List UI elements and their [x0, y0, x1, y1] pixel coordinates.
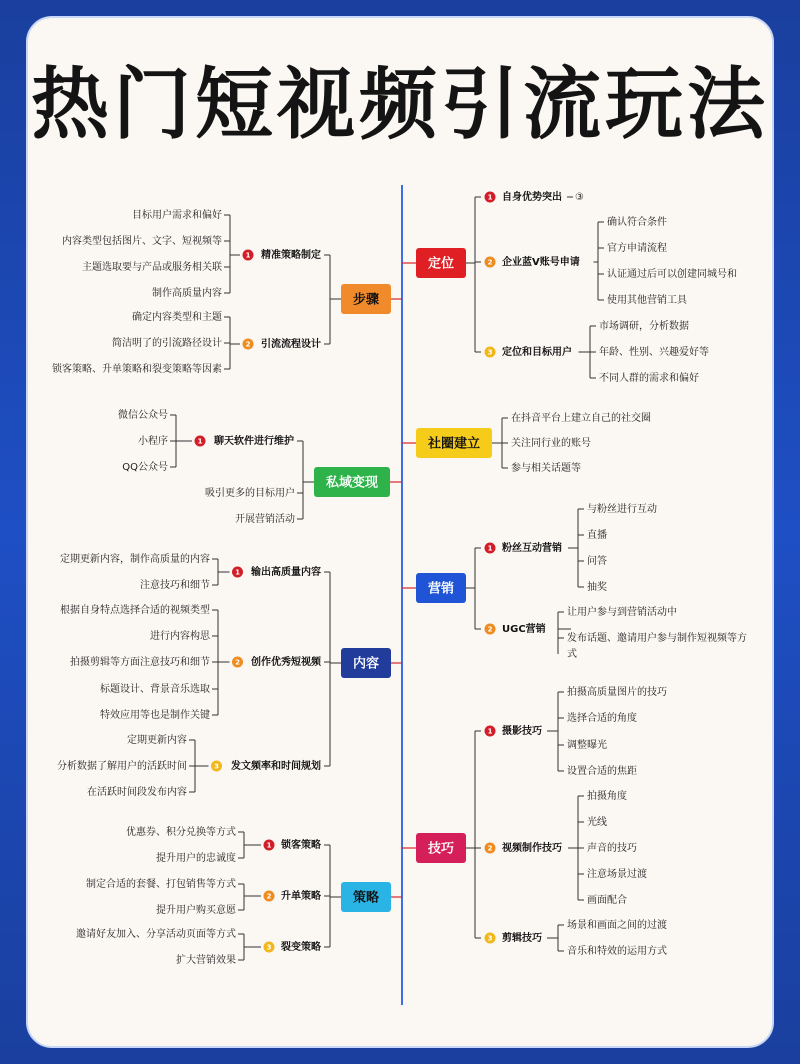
node-jiqiao — [416, 833, 466, 863]
sub-s4-num: 1 — [235, 568, 240, 577]
leaf-r6-0: 让用户参与到营销活动中 — [567, 607, 677, 618]
sub-r8-label: 视频制作技巧 — [502, 843, 562, 854]
leaf-r5-2: 问答 — [587, 556, 607, 567]
sub-r1-label: 自身优势突出 — [502, 192, 562, 203]
leaf-r2-0: 确认符合条件 — [607, 217, 667, 228]
leaf-r6-1: 发布话题、邀请用户参与制作短视频等方 — [567, 633, 747, 644]
node-neirong-label: 内容 — [352, 656, 380, 672]
sub-s2-num: 2 — [245, 340, 251, 349]
sub-s9-label: 裂变策略 — [281, 942, 321, 953]
shequan-leaf: 参与相关话题等 — [511, 463, 581, 474]
leaf-s2-2: 锁客策略、升单策略和裂变策略等因素 — [52, 364, 222, 375]
node-yingxiao — [416, 573, 466, 603]
leaf-s8-0: 制定合适的套餐、打包销售等方式 — [86, 879, 236, 890]
shequan-leaf: 在抖音平台上建立自己的社交圈 — [511, 413, 651, 424]
leaf-r2-1: 官方申请流程 — [607, 243, 667, 254]
leaf-r5-0: 与粉丝进行互动 — [587, 504, 657, 515]
sub-r2-num: 2 — [487, 258, 493, 267]
leaf-s3-1: 小程序 — [138, 436, 168, 447]
siyu-leaf: 吸引更多的目标用户 — [205, 488, 295, 499]
siyu-leaf: 开展营销活动 — [235, 514, 295, 525]
sub-s3-num: 1 — [197, 437, 203, 446]
sub-r9-label: 剪辑技巧 — [502, 933, 542, 944]
leaf-s5-2: 拍摄剪辑等方面注意技巧和细节 — [70, 657, 210, 668]
leaf-s9-1: 扩大营销效果 — [176, 955, 236, 966]
leaf-r8-2: 声音的技巧 — [587, 843, 637, 854]
node-jiqiao-label: 技巧 — [427, 841, 455, 857]
node-siyu-label: 私域变现 — [325, 475, 379, 491]
leaf-s1-1: 内容类型包括图片、文字、短视频等 — [62, 236, 222, 247]
sub-s7-num: 1 — [266, 841, 272, 850]
leaf-s8-1: 提升用户购买意愿 — [156, 905, 236, 916]
leaf-r5-3: 抽奖 — [587, 582, 607, 593]
sub-s5-label: 创作优秀短视频 — [251, 657, 321, 668]
sub-r8-num: 2 — [487, 844, 493, 853]
sub-s1-num: 1 — [245, 251, 251, 260]
leaf-s2-0: 确定内容类型和主题 — [132, 312, 222, 323]
leaf-s6-0: 定期更新内容 — [127, 735, 187, 746]
leaf-s5-4: 特效应用等也是制作关键 — [100, 710, 210, 721]
sub-s2-label: 引流流程设计 — [261, 339, 321, 350]
sub-r7-label: 摄影技巧 — [502, 726, 542, 737]
leaf-s3-0: 微信公众号 — [118, 410, 168, 421]
leaf-s1-2: 主题选取要与产品或服务相关联 — [82, 262, 222, 273]
sub-s9-num: 3 — [266, 943, 272, 952]
sub-r2-label: 企业蓝V账号申请 — [502, 257, 580, 268]
leaf-r7-2: 调整曝光 — [567, 740, 607, 751]
shequan-leaf: 关注同行业的账号 — [511, 438, 591, 449]
leaf-s6-2: 在活跃时间段发布内容 — [87, 787, 187, 798]
sub-r3-label: 定位和目标用户 — [502, 347, 572, 358]
leaf-r9-0: 场景和画面之间的过渡 — [567, 920, 667, 931]
leaf-r2-2: 认证通过后可以创建同城号和 — [607, 269, 737, 280]
node-shequan-label: 社圈建立 — [427, 436, 481, 452]
node-siyu — [314, 467, 390, 497]
sub-s6-num: 3 — [214, 762, 219, 771]
sub-r3-num: 3 — [487, 348, 493, 357]
node-shequan — [416, 428, 492, 458]
sub-r1-extra: ③ — [575, 192, 584, 203]
leaf-r7-1: 选择合适的角度 — [567, 713, 637, 724]
leaf-r3-0: 市场调研，分析数据 — [599, 321, 689, 332]
node-buzhou — [341, 284, 391, 314]
sub-s8-label: 升单策略 — [281, 891, 321, 902]
node-yingxiao-label: 营销 — [427, 581, 455, 597]
node-celue-label: 策略 — [352, 890, 380, 906]
leaf-s7-0: 优惠券、积分兑换等方式 — [126, 827, 236, 838]
leaf-r7-3: 设置合适的焦距 — [567, 766, 637, 777]
sub-s8-num: 2 — [266, 892, 272, 901]
sub-r6-label: UGC营销 — [502, 624, 546, 635]
sub-r1-num: 1 — [487, 193, 493, 202]
leaf-s5-0: 根据自身特点选择合适的视频类型 — [60, 605, 210, 616]
sub-r6-num: 2 — [487, 625, 493, 634]
leaf-s3-2: QQ公众号 — [122, 462, 168, 473]
sub-s1-label: 精准策略制定 — [261, 250, 321, 261]
node-dingwei-label: 定位 — [427, 256, 455, 272]
node-buzhou-label: 步骤 — [352, 292, 380, 308]
node-neirong — [341, 648, 391, 678]
sub-r9-num: 3 — [487, 934, 493, 943]
sub-s6-label: 发文频率和时间规划 — [231, 761, 321, 772]
sub-s4-label: 输出高质量内容 — [251, 567, 321, 578]
page-title: 热门短视频引流玩法 — [30, 60, 769, 150]
sub-r5-label: 粉丝互动营销 — [502, 543, 562, 554]
sub-r5-num: 1 — [487, 544, 493, 553]
leaf-s4-1: 注意技巧和细节 — [140, 580, 210, 591]
leaf-s5-3: 标题设计、背景音乐选取 — [100, 684, 210, 695]
sub-s7-label: 锁客策略 — [281, 840, 321, 851]
leaf-r3-2: 不同人群的需求和偏好 — [599, 373, 699, 384]
leaf-s1-3: 制作高质量内容 — [152, 288, 222, 299]
leaf-r2-3: 使用其他营销工具 — [607, 295, 687, 306]
leaf-s9-0: 邀请好友加入、分享活动页面等方式 — [76, 929, 236, 940]
leaf-r8-4: 画面配合 — [587, 895, 627, 906]
sub-r7-num: 1 — [487, 727, 493, 736]
leaf-r9-1: 音乐和特效的运用方式 — [567, 946, 667, 957]
leaf-s2-1: 简洁明了的引流路径设计 — [112, 338, 222, 349]
leaf-r5-1: 直播 — [587, 530, 607, 541]
leaf-s5-1: 进行内容构思 — [150, 631, 210, 642]
sub-s5-num: 2 — [235, 658, 240, 667]
node-celue — [341, 882, 391, 912]
sub-s3-label: 聊天软件进行维护 — [214, 436, 294, 447]
leaf-s4-0: 定期更新内容，制作高质量的内容 — [60, 554, 210, 565]
leaf-r6-2: 式 — [567, 649, 577, 660]
leaf-r8-1: 光线 — [587, 817, 607, 828]
leaf-r8-0: 拍摄角度 — [587, 791, 627, 802]
leaf-r8-3: 注意场景过渡 — [587, 869, 647, 880]
leaf-r3-1: 年龄、性别、兴趣爱好等 — [599, 347, 709, 358]
leaf-s1-0: 目标用户需求和偏好 — [132, 210, 222, 221]
node-dingwei — [416, 248, 466, 278]
leaf-r7-0: 拍摄高质量图片的技巧 — [567, 687, 667, 698]
leaf-s7-1: 提升用户的忠诚度 — [156, 853, 236, 864]
leaf-s6-1: 分析数据了解用户的活跃时间 — [57, 761, 187, 772]
